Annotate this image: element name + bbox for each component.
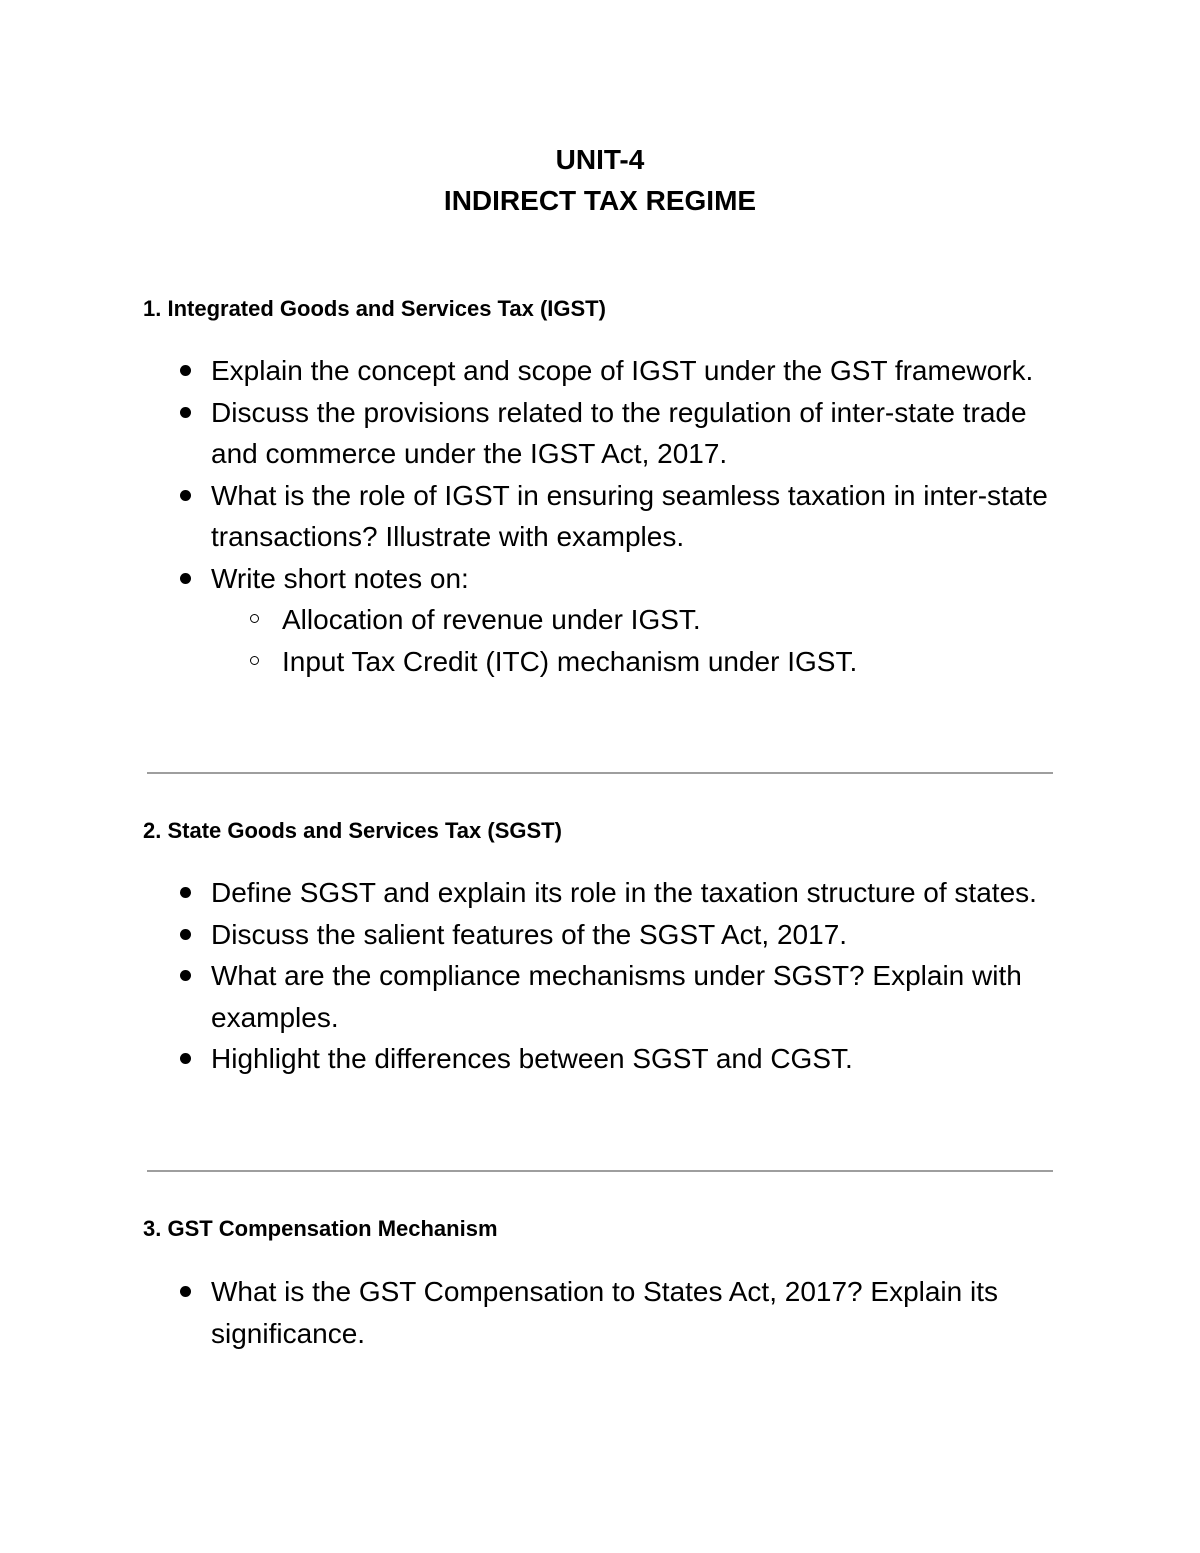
list-item-text: What are the compliance mechanisms under SGST? Explain with examples. [211, 960, 1022, 1033]
list-item [0, 1038, 1071, 1080]
bullet-icon [180, 407, 191, 418]
sub-list [211, 599, 1071, 682]
list-item [0, 955, 1071, 1038]
list-item-text: Discuss the provisions related to the regulation of inter-state trade and commerce under the IGST Act, 2017. [211, 396, 1027, 469]
hollow-bullet-icon [250, 614, 259, 623]
hollow-bullet-icon [250, 656, 259, 665]
bullet-icon [180, 490, 191, 501]
document-title: INDIRECT TAX REGIME [443, 185, 757, 216]
section-2-heading: 2. State Goods and Services Tax (SGST) [143, 818, 562, 843]
list-item [0, 392, 1071, 475]
bullet-icon [180, 1286, 191, 1297]
section-1-list [0, 350, 1200, 682]
list-item-text: Explain the concept and scope of IGST under the GST framework. [211, 355, 1034, 386]
list-item [0, 475, 1071, 558]
list-item [0, 914, 1071, 956]
sub-list-item [0, 641, 1071, 683]
sub-list-item [0, 599, 1071, 641]
bullet-icon [180, 1053, 191, 1064]
list-item-text: Write short notes on: [211, 562, 469, 594]
bullet-icon [180, 887, 191, 898]
list-item-text: What is the GST Compensation to States Act, 2017? Explain its significance. [211, 1276, 999, 1349]
bullet-icon [180, 929, 191, 940]
list-item-text: What is the role of IGST in ensuring seamless taxation in inter-state transactions? Illustrate with examples. [211, 479, 1048, 552]
list-item [0, 558, 1071, 683]
unit-title: UNIT-4 [555, 144, 645, 175]
section-divider [147, 1170, 1053, 1172]
sub-list-item-text: Allocation of revenue under IGST. [282, 604, 701, 635]
section-divider [147, 772, 1053, 774]
bullet-icon [180, 970, 191, 981]
sub-list-item-text: Input Tax Credit (ITC) mechanism under IGST. [282, 645, 858, 677]
section-3-heading: 3. GST Compensation Mechanism [143, 1216, 498, 1241]
section-3-list [0, 1271, 1200, 1354]
list-item [0, 350, 1071, 392]
list-item-text: Define SGST and explain its role in the taxation structure of states. [211, 877, 1037, 908]
section-1-heading: 1. Integrated Goods and Services Tax (IGST) [143, 296, 606, 321]
list-item-text: Highlight the differences between SGST and CGST. [211, 1043, 853, 1074]
list-item-text: Discuss the salient features of the SGST Act, 2017. [211, 918, 848, 950]
bullet-icon [180, 573, 191, 584]
bullet-icon [180, 365, 191, 376]
section-2-list [0, 872, 1200, 1080]
list-item [0, 872, 1071, 914]
list-item [0, 1271, 1071, 1354]
